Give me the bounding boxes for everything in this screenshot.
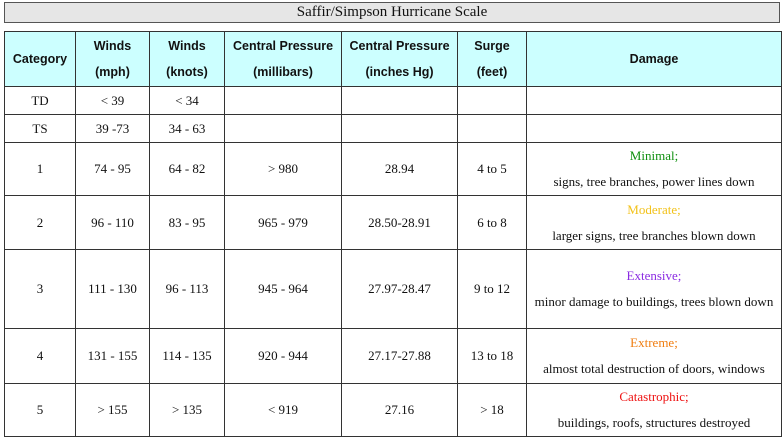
cell-pressure-hg: [342, 87, 458, 115]
cell-winds-knots: > 135: [150, 384, 225, 437]
cell-surge: > 18: [458, 384, 527, 437]
header-winds-knots-line1: Winds: [168, 39, 206, 53]
cell-damage: [527, 87, 782, 115]
cell-pressure-mb: [225, 87, 342, 115]
cell-winds-mph: 96 - 110: [76, 196, 150, 250]
damage-description: minor damage to buildings, trees blown down: [534, 294, 774, 309]
cell-winds-knots: 83 - 95: [150, 196, 225, 250]
cell-pressure-hg: 27.97-28.47: [342, 250, 458, 329]
cell-category: 3: [5, 250, 76, 329]
table-row: [5, 384, 782, 437]
damage-severity: Extensive;: [626, 268, 682, 283]
damage-severity: Catastrophic;: [619, 389, 689, 404]
cell-surge: 6 to 8: [458, 196, 527, 250]
header-category: Category: [5, 32, 76, 87]
cell-winds-knots: 96 - 113: [150, 250, 225, 329]
cell-pressure-mb: < 919: [225, 384, 342, 437]
table-row: [5, 329, 782, 384]
header-winds-knots-line2: (knots): [166, 65, 208, 79]
damage-description: almost total destruction of doors, windows: [543, 361, 765, 376]
damage-description: larger signs, tree branches blown down: [552, 227, 756, 243]
cell-damage: [527, 250, 782, 329]
cell-category: 1: [5, 143, 76, 196]
header-winds-mph-line1: Winds: [93, 39, 132, 53]
cell-winds-knots: 34 - 63: [150, 115, 225, 143]
header-surge-line1: Surge: [474, 39, 510, 53]
table-row: [5, 250, 782, 329]
cell-damage: [527, 329, 782, 384]
damage-severity: Moderate;: [627, 201, 681, 217]
damage-severity: Extreme;: [630, 335, 678, 350]
cell-pressure-mb: 945 - 964: [225, 250, 342, 329]
cell-winds-knots: 64 - 82: [150, 143, 225, 196]
cell-winds-mph: > 155: [76, 384, 150, 437]
cell-pressure-hg: 27.17-27.88: [342, 329, 458, 384]
damage-description: buildings, roofs, structures destroyed: [557, 415, 751, 430]
header-pressure-mb: [225, 32, 342, 87]
cell-winds-knots: < 34: [150, 87, 225, 115]
cell-category: TS: [5, 115, 76, 143]
cell-surge: 9 to 12: [458, 250, 527, 329]
cell-winds-mph: < 39: [76, 87, 150, 115]
table-row: [5, 87, 782, 115]
cell-category: 2: [5, 196, 76, 250]
hurricane-scale-table: [4, 31, 782, 437]
cell-category: TD: [5, 87, 76, 115]
cell-damage: [527, 115, 782, 143]
cell-pressure-mb: 965 - 979: [225, 196, 342, 250]
cell-pressure-hg: 28.94: [342, 143, 458, 196]
cell-damage: [527, 143, 782, 196]
header-pressure-hg: [342, 32, 458, 87]
cell-surge: [458, 87, 527, 115]
cell-category: 5: [5, 384, 76, 437]
header-winds-knots: [150, 32, 225, 87]
cell-pressure-hg: 28.50-28.91: [342, 196, 458, 250]
cell-winds-knots: 114 - 135: [150, 329, 225, 384]
header-pressure-mb-line2: (millibars): [253, 65, 313, 79]
header-damage: Damage: [527, 32, 782, 87]
damage-description: signs, tree branches, power lines down: [553, 174, 755, 189]
cell-pressure-mb: 920 - 944: [225, 329, 342, 384]
cell-winds-mph: 74 - 95: [76, 143, 150, 196]
cell-damage: [527, 384, 782, 437]
cell-winds-mph: 39 -73: [76, 115, 150, 143]
cell-damage: [527, 196, 782, 250]
header-pressure-hg-line2: (inches Hg): [365, 65, 434, 79]
damage-severity: Minimal;: [629, 148, 679, 163]
cell-surge: 13 to 18: [458, 329, 527, 384]
header-winds-mph: [76, 32, 150, 87]
cell-pressure-mb: [225, 115, 342, 143]
cell-winds-mph: 131 - 155: [76, 329, 150, 384]
cell-pressure-mb: > 980: [225, 143, 342, 196]
table-row: [5, 196, 782, 250]
cell-surge: 4 to 5: [458, 143, 527, 196]
header-winds-mph-line2: (mph): [95, 65, 130, 79]
header-surge-line2: (feet): [476, 65, 508, 79]
cell-surge: [458, 115, 527, 143]
table-row: [5, 115, 782, 143]
header-surge: [458, 32, 527, 87]
cell-pressure-hg: [342, 115, 458, 143]
table-row: [5, 143, 782, 196]
header-pressure-hg-line1: Central Pressure: [349, 39, 450, 53]
cell-pressure-hg: 27.16: [342, 384, 458, 437]
table-title: Saffir/Simpson Hurricane Scale: [4, 2, 780, 23]
cell-winds-mph: 111 - 130: [76, 250, 150, 329]
header-pressure-mb-line1: Central Pressure: [232, 39, 334, 53]
header-row: [5, 32, 782, 87]
cell-category: 4: [5, 329, 76, 384]
